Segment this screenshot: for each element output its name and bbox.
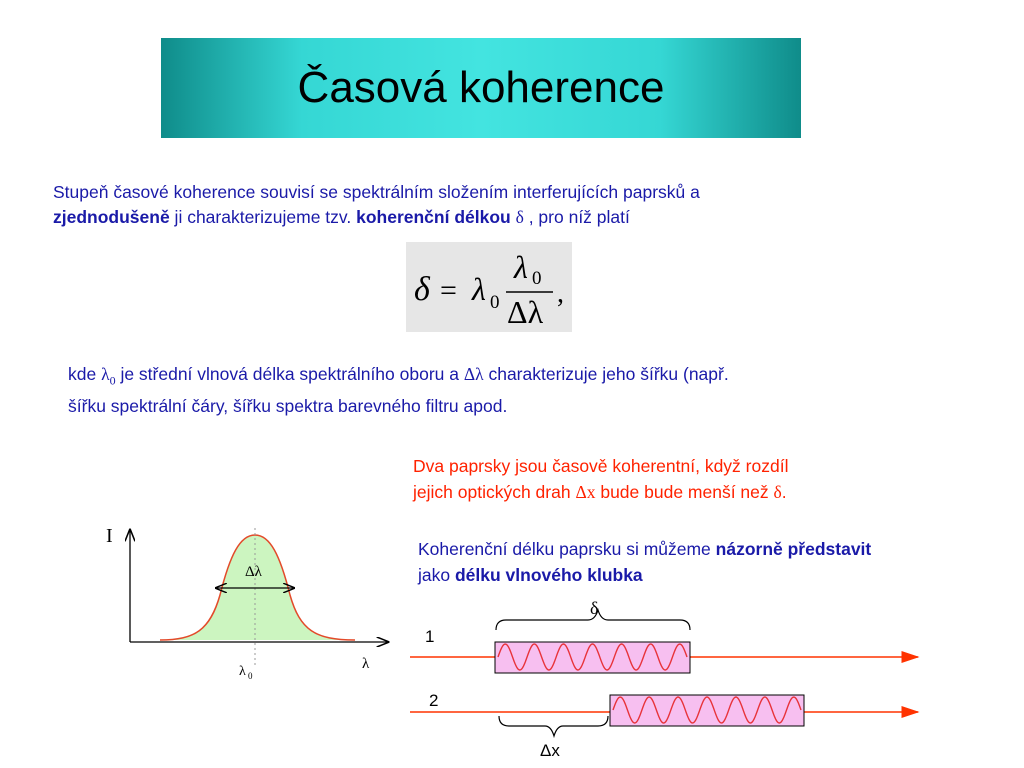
- formula-comma: ,: [557, 278, 564, 309]
- dx-brace: [499, 716, 608, 736]
- center-label-sub: 0: [248, 671, 253, 681]
- condition-text-b: bude bude menší než: [595, 482, 774, 502]
- delta-brace-label: δ: [590, 598, 599, 618]
- explanation-line-1: [68, 362, 729, 394]
- dlambda-symbol: Δλ: [463, 364, 484, 384]
- formula-num-sub: 0: [532, 268, 542, 289]
- formula-box: [406, 242, 572, 332]
- wave-packet-diagram: [410, 600, 930, 760]
- explanation-mid: je střední vlnová délka spektrálního oboru a: [115, 364, 464, 384]
- formula-num-lambda: λ: [514, 249, 528, 285]
- formula-denominator: Δλ: [507, 294, 544, 330]
- formula-lambda-sub: 0: [490, 292, 500, 313]
- intro-text: ji charakterizujeme tzv.: [169, 207, 357, 227]
- intro-paragraph: [53, 180, 700, 230]
- delta-symbol-red: δ: [773, 482, 782, 502]
- lambda0-sub: 0: [109, 373, 116, 388]
- dx-symbol: Δx: [575, 482, 596, 502]
- wave-packet-1: [495, 642, 690, 673]
- wave-packet-2: [610, 695, 804, 726]
- statement-text-1: Koherenční délku paprsku si můžeme: [418, 539, 716, 559]
- x-axis-label: λ: [362, 656, 370, 672]
- width-label: Δλ: [245, 564, 262, 580]
- bold-simplified: zjednodušeně: [53, 207, 170, 227]
- bold-wave-packet: délku vlnového klubka: [454, 565, 643, 585]
- delta-symbol: δ: [515, 207, 524, 227]
- y-axis-label: I: [106, 525, 113, 547]
- coherence-condition: [413, 453, 788, 505]
- formula-delta: δ: [414, 271, 430, 308]
- coherence-length-formula: [406, 242, 572, 332]
- intro-line-2: [53, 205, 700, 230]
- spectrum-diagram: [100, 520, 400, 690]
- wave-packet-statement: [418, 536, 871, 588]
- statement-line-1: [418, 536, 871, 562]
- condition-text-a: jejich optických drah: [413, 482, 576, 502]
- beam-1-label: 1: [425, 627, 435, 646]
- statement-text-2: jako: [418, 565, 455, 585]
- center-label: λ: [239, 664, 246, 679]
- title-banner: [161, 38, 801, 138]
- condition-line-1: Dva paprsky jsou časově koherentní, když rozdíl: [413, 456, 789, 476]
- intro-line-1: Stupeň časové koherence souvisí se spektrálním složením interferujících paprsků a: [53, 182, 700, 202]
- statement-line-2: [418, 562, 871, 588]
- beam-2-label: 2: [429, 691, 439, 710]
- condition-line-2: [413, 479, 788, 505]
- slide-title: Časová koherence: [297, 63, 665, 112]
- dx-brace-label: Δx: [540, 741, 560, 760]
- formula-lambda: λ: [472, 271, 486, 307]
- explanation-end: charakterizuje jeho šířku (např.: [483, 364, 729, 384]
- formula-equals: =: [440, 274, 457, 307]
- intro-text-end: , pro níž platí: [523, 207, 630, 227]
- explanation-line-2: šířku spektrální čáry, šířku spektra barevného filtru apod.: [68, 395, 508, 416]
- lambda0-symbol: λ: [101, 364, 110, 384]
- explanation-paragraph: [68, 362, 729, 419]
- kde-text: kde: [68, 364, 102, 384]
- bold-coherence-length: koherenční délkou: [356, 207, 511, 227]
- condition-period: .: [781, 482, 787, 502]
- bold-illustrative: názorně představit: [715, 539, 872, 559]
